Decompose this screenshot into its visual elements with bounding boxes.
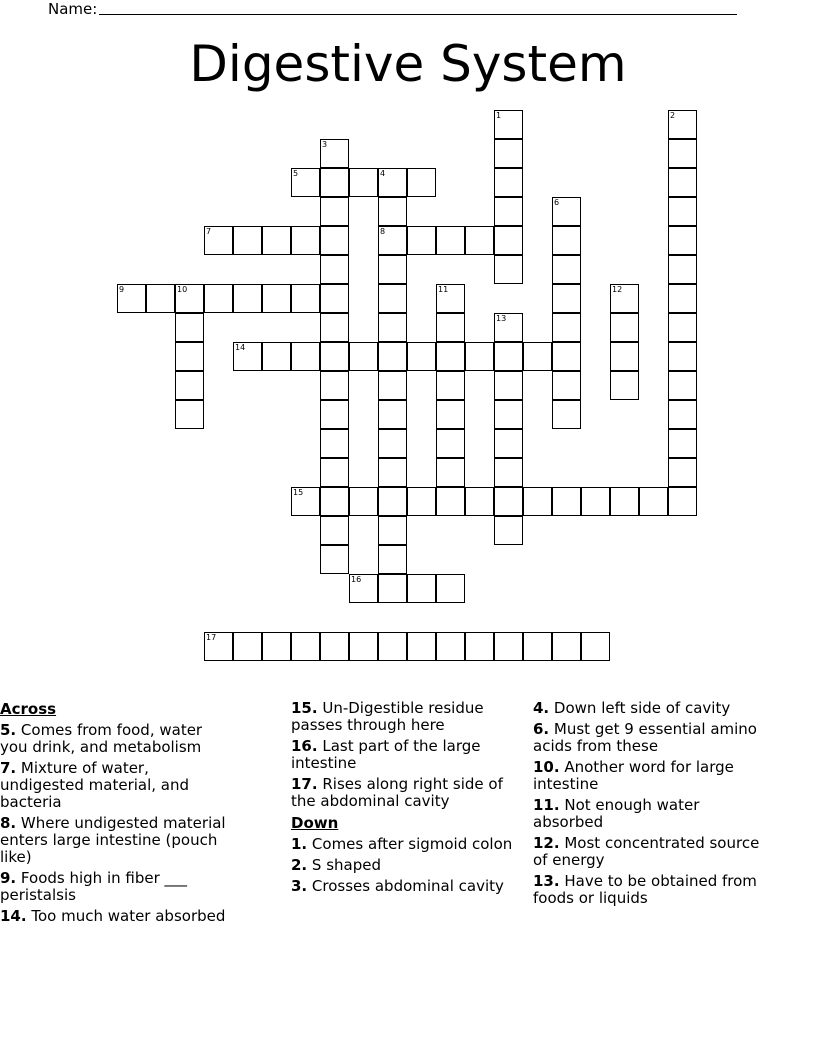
grid-cell[interactable] [407, 226, 436, 255]
grid-cell[interactable] [349, 632, 378, 661]
clue-number: 11 [438, 285, 449, 294]
grid-cell[interactable] [291, 342, 320, 371]
grid-cell[interactable] [407, 342, 436, 371]
grid-cell[interactable] [320, 429, 349, 458]
grid-cell[interactable] [494, 313, 523, 342]
grid-cell[interactable] [204, 284, 233, 313]
grid-cell[interactable] [668, 342, 697, 371]
grid-cell[interactable] [465, 342, 494, 371]
grid-cell[interactable] [523, 632, 552, 661]
grid-cell[interactable] [436, 226, 465, 255]
grid-cell[interactable] [668, 168, 697, 197]
grid-cell[interactable] [668, 313, 697, 342]
grid-cell[interactable] [378, 371, 407, 400]
grid-cell[interactable] [378, 632, 407, 661]
grid-cell[interactable] [262, 226, 291, 255]
clue-number: 10 [177, 285, 188, 294]
grid-cell[interactable] [436, 429, 465, 458]
grid-cell[interactable] [465, 632, 494, 661]
grid-cell[interactable] [494, 516, 523, 545]
grid-cell[interactable] [349, 168, 378, 197]
clue-down-2: 2. S shaped [291, 856, 381, 874]
grid-cell[interactable] [175, 371, 204, 400]
grid-cell[interactable] [552, 284, 581, 313]
grid-cell[interactable] [436, 458, 465, 487]
grid-cell[interactable] [436, 487, 465, 516]
grid-cell[interactable] [436, 342, 465, 371]
grid-cell[interactable] [581, 632, 610, 661]
grid-cell[interactable] [175, 342, 204, 371]
grid-cell[interactable] [320, 168, 349, 197]
grid-cell[interactable] [668, 487, 697, 516]
grid-cell[interactable] [494, 342, 523, 371]
grid-cell[interactable] [320, 197, 349, 226]
grid-cell[interactable] [378, 429, 407, 458]
down-heading: Down [291, 814, 339, 832]
clue-number: 7 [206, 227, 212, 236]
clue-across-15: 15. Un-Digestible residue passes through here [291, 699, 484, 734]
grid-cell[interactable] [552, 342, 581, 371]
grid-cell[interactable] [436, 574, 465, 603]
grid-cell[interactable] [668, 371, 697, 400]
grid-cell[interactable] [378, 458, 407, 487]
clue-number: 16 [351, 575, 362, 584]
clue-across-5: 5. Comes from food, water you drink, and metabolism [0, 721, 203, 756]
clue-across-16: 16. Last part of the large intestine [291, 737, 481, 772]
clue-across-9: 9. Foods high in fiber ___ peristalsis [0, 869, 188, 904]
grid-cell[interactable] [262, 632, 291, 661]
grid-cell[interactable] [552, 487, 581, 516]
clue-number: 9 [119, 285, 125, 294]
grid-cell[interactable] [262, 342, 291, 371]
grid-cell[interactable] [494, 139, 523, 168]
clue-down-4: 4. Down left side of cavity [533, 699, 731, 717]
grid-cell[interactable] [407, 487, 436, 516]
clue-across-14: 14. Too much water absorbed [0, 907, 226, 925]
grid-cell[interactable] [378, 487, 407, 516]
grid-cell[interactable] [378, 284, 407, 313]
grid-cell[interactable] [436, 632, 465, 661]
grid-cell[interactable] [175, 313, 204, 342]
grid-cell[interactable] [320, 487, 349, 516]
grid-cell[interactable] [378, 197, 407, 226]
grid-cell[interactable] [204, 226, 233, 255]
grid-cell[interactable] [146, 284, 175, 313]
grid-cell[interactable] [320, 400, 349, 429]
grid-cell[interactable] [175, 400, 204, 429]
grid-cell[interactable] [610, 342, 639, 371]
clue-across-8: 8. Where undigested material enters large intestine (pouch like) [0, 814, 226, 866]
clue-down-13: 13. Have to be obtained from foods or liquids [533, 872, 757, 907]
clue-down-6: 6. Must get 9 essential amino acids from these [533, 720, 757, 755]
grid-cell[interactable] [494, 429, 523, 458]
grid-cell[interactable] [407, 168, 436, 197]
clue-number: 4 [380, 169, 386, 178]
grid-cell[interactable] [320, 516, 349, 545]
grid-cell[interactable] [378, 400, 407, 429]
grid-cell[interactable] [610, 284, 639, 313]
grid-cell[interactable] [494, 226, 523, 255]
clue-number: 14 [235, 343, 246, 352]
grid-cell[interactable] [436, 284, 465, 313]
grid-cell[interactable] [552, 371, 581, 400]
grid-cell[interactable] [668, 429, 697, 458]
grid-cell[interactable] [349, 342, 378, 371]
grid-cell[interactable] [523, 487, 552, 516]
clue-number: 2 [670, 111, 676, 120]
grid-cell[interactable] [610, 313, 639, 342]
grid-cell[interactable] [436, 313, 465, 342]
grid-cell[interactable] [233, 342, 262, 371]
grid-cell[interactable] [233, 226, 262, 255]
grid-cell[interactable] [349, 487, 378, 516]
grid-cell[interactable] [494, 400, 523, 429]
clue-number: 12 [612, 285, 623, 294]
grid-cell[interactable] [668, 255, 697, 284]
clue-column-3 [533, 700, 761, 911]
grid-cell[interactable] [378, 168, 407, 197]
grid-cell[interactable] [291, 284, 320, 313]
clue-number: 6 [554, 198, 560, 207]
grid-cell[interactable] [494, 487, 523, 516]
grid-cell[interactable] [320, 458, 349, 487]
grid-cell[interactable] [320, 284, 349, 313]
grid-cell[interactable] [494, 168, 523, 197]
grid-cell[interactable] [291, 487, 320, 516]
grid-cell[interactable] [291, 168, 320, 197]
grid-cell[interactable] [494, 371, 523, 400]
grid-cell[interactable] [436, 371, 465, 400]
grid-cell[interactable] [668, 458, 697, 487]
grid-cell[interactable] [552, 226, 581, 255]
grid-cell[interactable] [320, 371, 349, 400]
grid-cell[interactable] [610, 371, 639, 400]
clue-number: 5 [293, 169, 299, 178]
grid-cell[interactable] [262, 284, 291, 313]
grid-cell[interactable] [378, 226, 407, 255]
clue-across-17: 17. Rises along right side of the abdominal cavity [291, 775, 503, 810]
grid-cell[interactable] [320, 313, 349, 342]
grid-cell[interactable] [320, 255, 349, 284]
grid-cell[interactable] [320, 545, 349, 574]
grid-cell[interactable] [204, 632, 233, 661]
clue-down-10: 10. Another word for large intestine [533, 758, 734, 793]
clue-number: 13 [496, 314, 507, 323]
grid-cell[interactable] [494, 110, 523, 139]
grid-cell[interactable] [320, 139, 349, 168]
grid-cell[interactable] [581, 487, 610, 516]
grid-cell[interactable] [494, 458, 523, 487]
grid-cell[interactable] [320, 632, 349, 661]
name-label: Name: [48, 0, 98, 18]
grid-cell[interactable] [639, 487, 668, 516]
grid-cell[interactable] [552, 400, 581, 429]
grid-cell[interactable] [436, 400, 465, 429]
clue-down-12: 12. Most concentrated source of energy [533, 834, 760, 869]
grid-cell[interactable] [407, 574, 436, 603]
clue-number: 3 [322, 140, 328, 149]
grid-cell[interactable] [494, 197, 523, 226]
across-heading: Across [0, 700, 57, 718]
grid-cell[interactable] [378, 342, 407, 371]
grid-cell[interactable] [291, 226, 320, 255]
puzzle-title: Digestive System [189, 35, 627, 93]
grid-cell[interactable] [552, 313, 581, 342]
clue-down-3: 3. Crosses abdominal cavity [291, 877, 504, 895]
grid-cell[interactable] [668, 400, 697, 429]
grid-cell[interactable] [320, 226, 349, 255]
clue-across-7: 7. Mixture of water, undigested material, and bacteria [0, 759, 190, 811]
grid-cell[interactable] [523, 342, 552, 371]
grid-cell[interactable] [465, 487, 494, 516]
grid-cell[interactable] [465, 226, 494, 255]
clue-number: 8 [380, 227, 386, 236]
clue-number: 15 [293, 488, 304, 497]
grid-cell[interactable] [233, 632, 262, 661]
grid-cell[interactable] [378, 545, 407, 574]
grid-cell[interactable] [668, 110, 697, 139]
grid-cell[interactable] [291, 632, 320, 661]
grid-cell[interactable] [494, 632, 523, 661]
grid-cell[interactable] [668, 226, 697, 255]
grid-cell[interactable] [668, 284, 697, 313]
grid-cell[interactable] [320, 342, 349, 371]
grid-cell[interactable] [610, 487, 639, 516]
grid-cell[interactable] [407, 632, 436, 661]
grid-cell[interactable] [349, 574, 378, 603]
grid-cell[interactable] [175, 284, 204, 313]
grid-cell[interactable] [378, 313, 407, 342]
grid-cell[interactable] [552, 255, 581, 284]
grid-cell[interactable] [494, 255, 523, 284]
clue-number: 17 [206, 633, 217, 642]
grid-cell[interactable] [233, 284, 262, 313]
clue-down-1: 1. Comes after sigmoid colon [291, 835, 513, 853]
grid-cell[interactable] [552, 632, 581, 661]
grid-cell[interactable] [378, 255, 407, 284]
clue-column-2 [291, 700, 519, 899]
grid-cell[interactable] [378, 516, 407, 545]
clue-column-1 [0, 700, 228, 929]
grid-cell[interactable] [668, 197, 697, 226]
clue-number: 1 [496, 111, 502, 120]
grid-cell[interactable] [552, 197, 581, 226]
clue-down-11: 11. Not enough water absorbed [533, 796, 700, 831]
grid-cell[interactable] [378, 574, 407, 603]
grid-cell[interactable] [117, 284, 146, 313]
grid-cell[interactable] [668, 139, 697, 168]
